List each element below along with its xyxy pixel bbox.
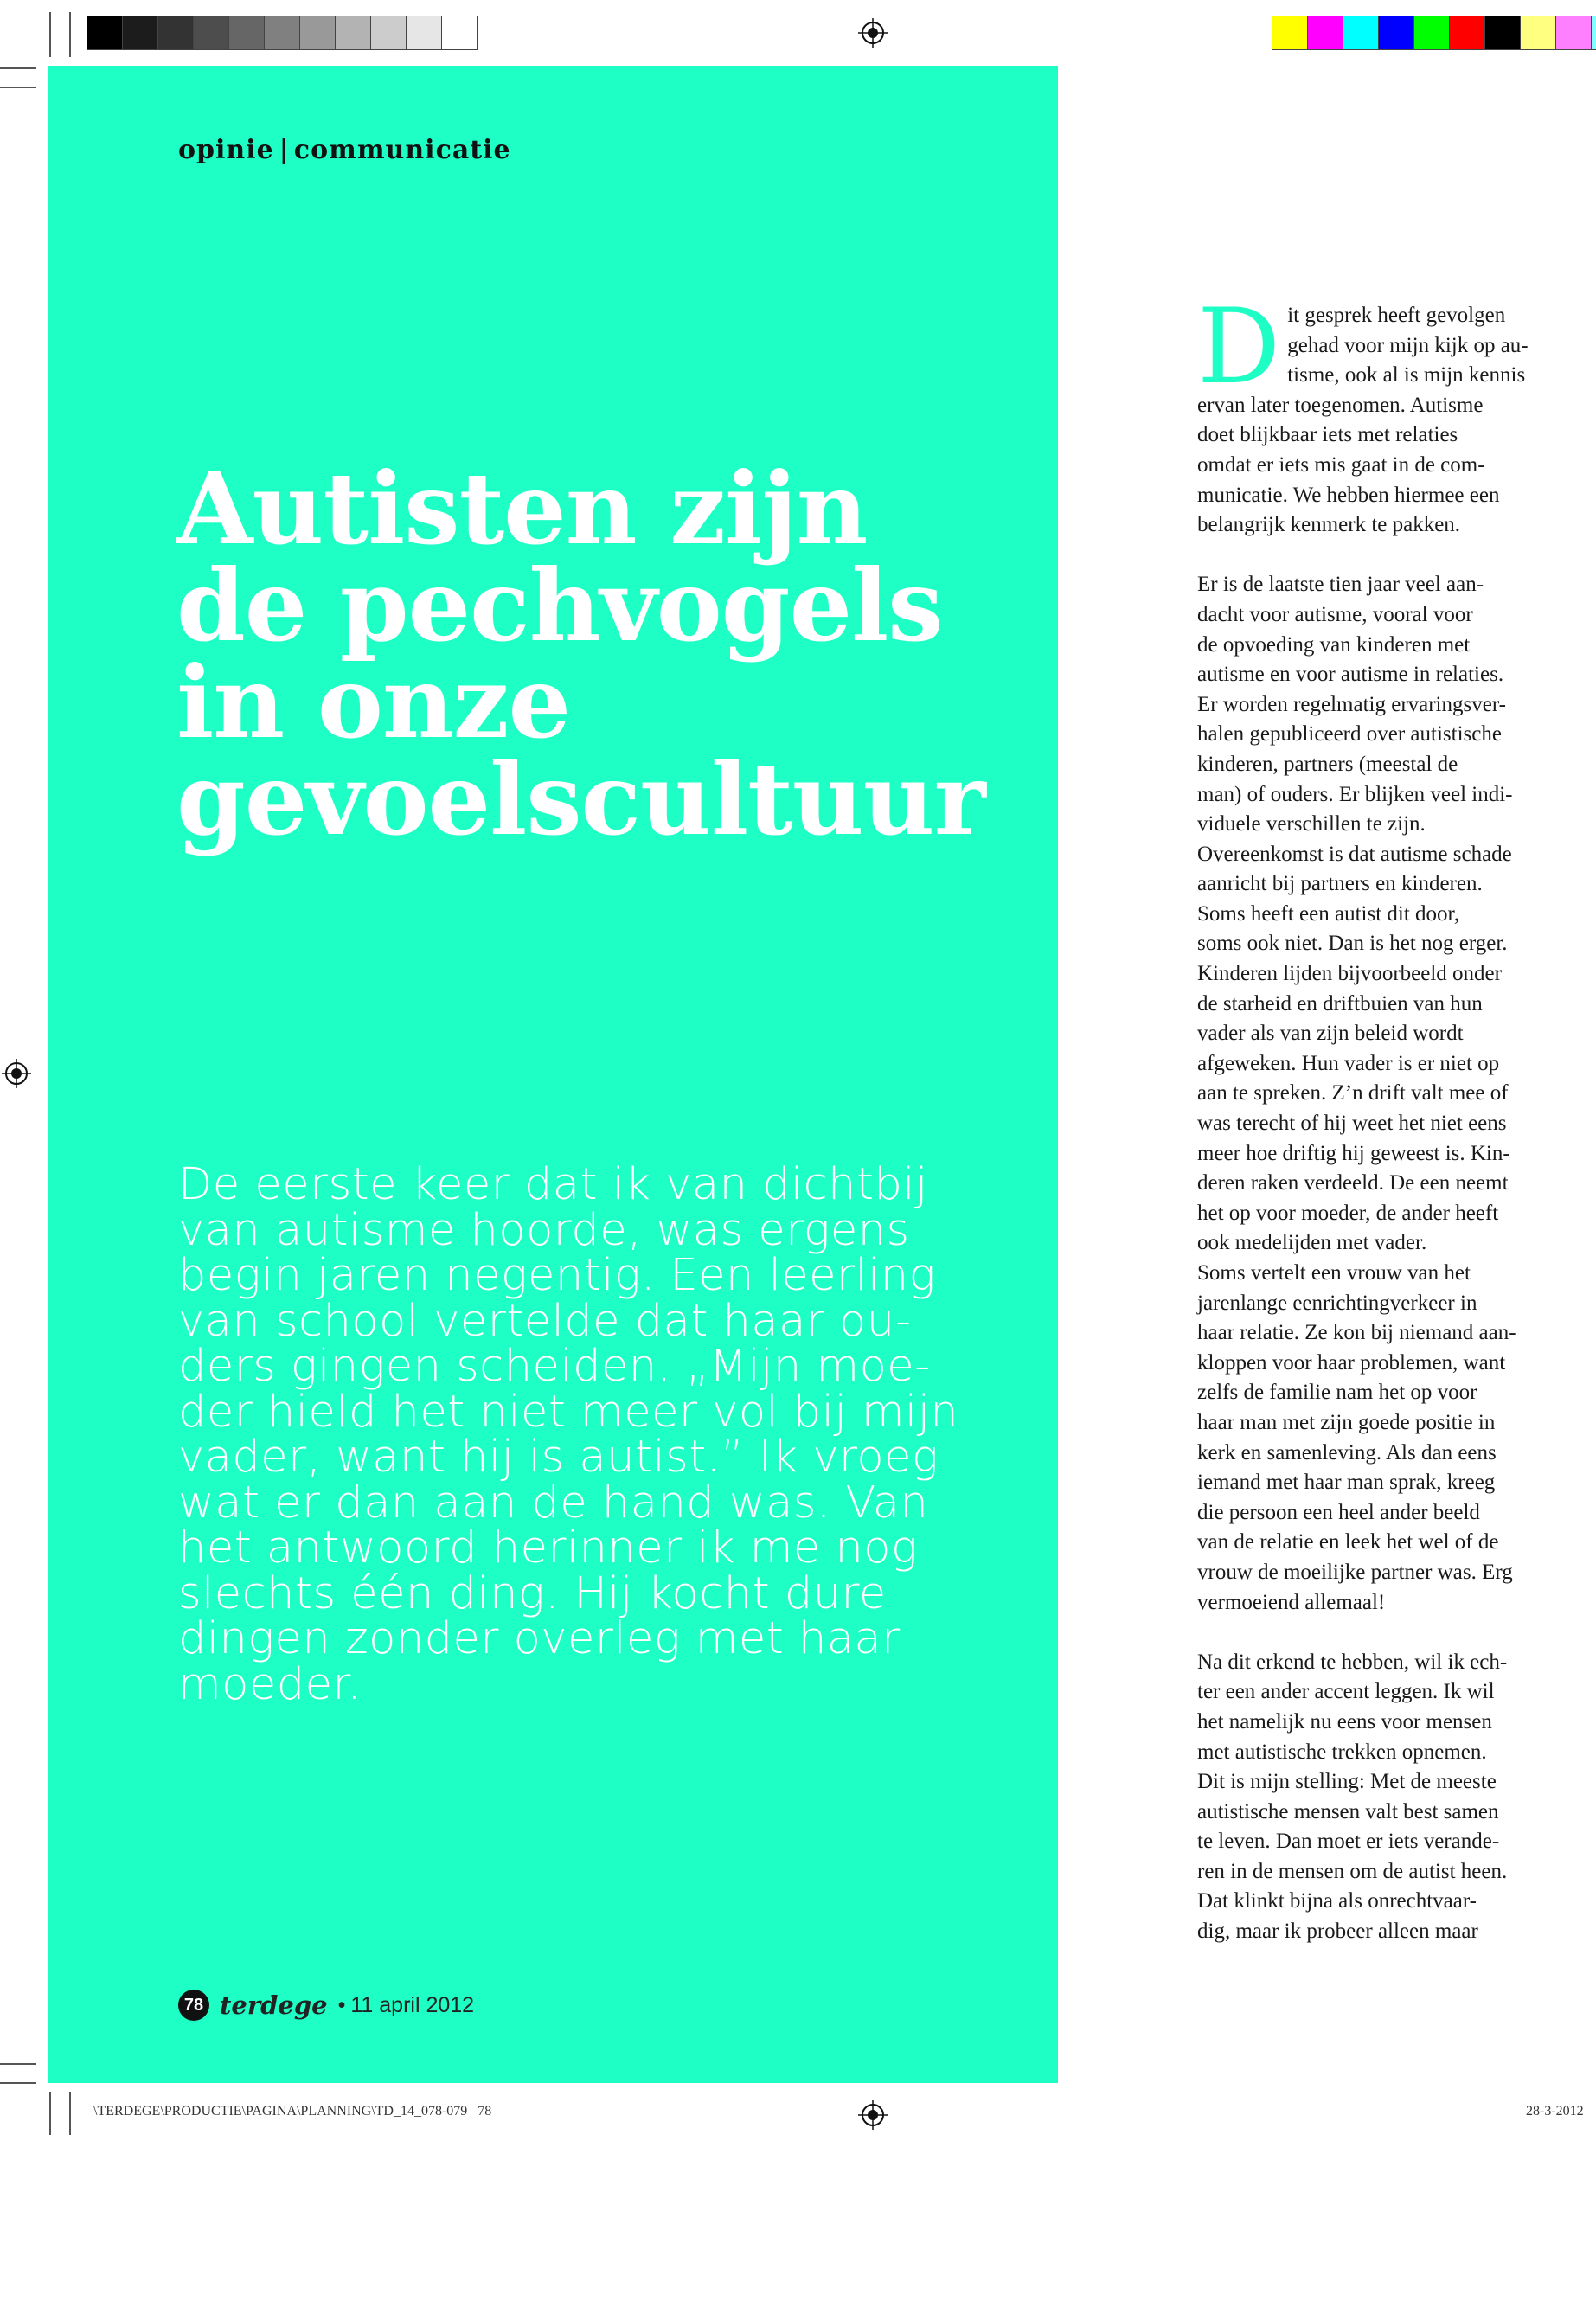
- issue-date: 11 april 2012: [350, 1992, 475, 2017]
- registration-mark-icon: [2, 1059, 31, 1088]
- color-swatch: [158, 16, 194, 49]
- lead-line: moeder.: [178, 1658, 362, 1710]
- color-swatch: [1592, 16, 1596, 49]
- production-slug: [93, 2104, 491, 2119]
- crop-mark: [69, 12, 71, 57]
- text-line: aan te spreken. Z’n drift valt mee of: [1197, 1081, 1509, 1106]
- lead-line: slechts één ding. Hij kocht dure: [178, 1567, 887, 1619]
- crop-mark: [69, 2092, 71, 2135]
- text-line: vader als van zijn beleid wordt: [1197, 1022, 1464, 1046]
- color-swatch: [371, 16, 407, 49]
- crop-mark: [49, 2092, 51, 2135]
- headline: [176, 451, 1042, 857]
- color-swatch: [1343, 16, 1379, 49]
- text-line: vermoeiend allemaal!: [1197, 1590, 1386, 1614]
- text-line: belangrijk kenmerk te pakken.: [1197, 513, 1461, 537]
- section-category: opinie: [178, 135, 274, 165]
- color-swatch: [300, 16, 336, 49]
- text-line: autisme en voor autisme in relaties.: [1197, 663, 1504, 687]
- text-line: vrouw de moeilijke partner was. Erg: [1197, 1560, 1513, 1584]
- text-line: aanricht bij partners en kinderen.: [1197, 872, 1483, 896]
- headline-line: de pechvogels: [176, 548, 943, 663]
- text-line: die persoon een heel ander beeld: [1197, 1500, 1480, 1524]
- color-swatch: [336, 16, 371, 49]
- text-line: Na dit erkend te hebben, wil ik ech-: [1197, 1650, 1508, 1674]
- lead-line: der hield het niet meer vol bij mijn: [178, 1386, 959, 1438]
- text-line: de starheid en driftbuien van hun: [1197, 991, 1483, 1016]
- text-line: man) of ouders. Er blijken veel indi-: [1197, 782, 1513, 806]
- text-line: haar relatie. Ze kon bij niemand aan-: [1197, 1321, 1516, 1345]
- text-line: het op voor moeder, de ander heeft: [1197, 1201, 1499, 1225]
- text-line: was terecht of hij weet het niet eens: [1197, 1112, 1507, 1136]
- lead-line: dingen zonder overleg met haar: [178, 1613, 901, 1664]
- text-line: dacht voor autisme, vooral voor: [1197, 602, 1473, 626]
- title-panel: [48, 66, 1058, 2083]
- lead-line: van school vertelde dat haar ou-: [178, 1295, 912, 1347]
- color-swatch: [123, 16, 158, 49]
- color-swatch: [1379, 16, 1414, 49]
- text-line: meer hoe driftig hij geweest is. Kin-: [1197, 1141, 1510, 1165]
- text-line: deren raken verdeeld. De een neemt: [1197, 1171, 1509, 1195]
- color-swatch: [1272, 16, 1308, 49]
- footer-bullet: •: [337, 1992, 346, 2017]
- color-calibration-bar: [1272, 16, 1596, 50]
- text-line: te leven. Dan moet er iets verande-: [1197, 1830, 1500, 1854]
- lead-line: De eerste keer dat ik van dichtbij: [178, 1159, 928, 1210]
- color-swatch: [87, 16, 123, 49]
- crop-mark: [0, 87, 36, 88]
- text-line: ren in de mensen om de autist heen.: [1197, 1859, 1508, 1883]
- section-topic: communicatie: [293, 135, 511, 165]
- text-line: doet blijkbaar iets met relaties: [1197, 423, 1458, 447]
- color-swatch: [1308, 16, 1343, 49]
- text-line: ook medelijden met vader.: [1197, 1231, 1427, 1255]
- color-swatch: [1521, 16, 1556, 49]
- section-label: [178, 135, 511, 165]
- registration-mark-icon: [858, 2100, 888, 2130]
- text-line: Dat klinkt bijna als onrechtvaar-: [1197, 1889, 1477, 1913]
- headline-line: Autisten zijn: [176, 451, 868, 567]
- headline-line: in onze: [176, 644, 571, 760]
- text-line: zelfs de familie nam het op voor: [1197, 1381, 1477, 1405]
- grayscale-calibration-bar: [87, 16, 478, 50]
- crop-mark: [0, 2082, 36, 2084]
- text-line: gehad voor mijn kijk op au-: [1287, 333, 1529, 357]
- article-paragraph-intro: [1197, 287, 1578, 541]
- text-line: viduele verschillen te zijn.: [1197, 812, 1426, 836]
- article-column: [1197, 287, 1578, 1977]
- production-date: 28-3-2012: [1526, 2104, 1584, 2118]
- page-number-badge: 78: [178, 1990, 209, 2021]
- text-line: Dit is mijn stelling: Met de meeste: [1197, 1770, 1497, 1794]
- text-line: Er is de laatste tien jaar veel aan-: [1197, 573, 1484, 597]
- text-line: van de relatie en leek het wel of de: [1197, 1530, 1499, 1554]
- color-swatch: [407, 16, 442, 49]
- text-line: Soms heeft een autist dit door,: [1197, 901, 1460, 926]
- section-separator: |: [279, 135, 289, 165]
- text-line: Soms vertelt een vrouw van het: [1197, 1261, 1471, 1285]
- color-swatch: [1450, 16, 1485, 49]
- text-line: dig, maar ik probeer alleen maar: [1197, 1920, 1478, 1944]
- crop-mark: [0, 2063, 36, 2065]
- text-line: kerk en samenleving. Als dan eens: [1197, 1440, 1497, 1465]
- text-line: soms ook niet. Dan is het nog erger.: [1197, 932, 1508, 956]
- text-line: Kinderen lijden bijvoorbeeld onder: [1197, 962, 1502, 986]
- text-line: omdat er iets mis gaat in de com-: [1197, 452, 1485, 477]
- lead-paragraph: [178, 1159, 1043, 1710]
- slug-page: 78: [478, 2104, 492, 2118]
- lead-line: vader, want hij is autist.” Ik vroeg: [178, 1432, 939, 1483]
- text-line: kloppen voor haar problemen, want: [1197, 1350, 1506, 1375]
- color-swatch: [265, 16, 300, 49]
- lead-line: wat er dan aan de hand was. Van: [178, 1477, 929, 1529]
- text-line: afgeweken. Hun vader is er niet op: [1197, 1051, 1500, 1075]
- drop-cap: D: [1197, 287, 1281, 407]
- color-swatch: [1414, 16, 1450, 49]
- text-line: Er worden regelmatig ervaringsver-: [1197, 692, 1506, 716]
- lead-line: van autisme hoorde, was ergens: [178, 1204, 910, 1256]
- slug-path: \TERDEGE\PRODUCTIE\PAGINA\PLANNING\TD_14_078-079: [93, 2104, 468, 2118]
- article-paragraph: [1197, 1648, 1578, 1947]
- text-line: municatie. We hebben hiermee een: [1197, 483, 1500, 507]
- lead-line: ders gingen scheiden. „Mijn moe-: [178, 1341, 932, 1392]
- lead-line: het antwoord herinner ik me nog: [178, 1522, 919, 1574]
- text-line: autistische mensen valt best samen: [1197, 1799, 1499, 1823]
- color-swatch: [194, 16, 229, 49]
- headline-line: gevoelscultuur: [176, 741, 985, 857]
- text-line: it gesprek heeft gevolgen: [1287, 304, 1506, 327]
- color-swatch: [1485, 16, 1521, 49]
- text-line: met autistische trekken opnemen.: [1197, 1740, 1487, 1764]
- text-line: ter een ander accent leggen. Ik wil: [1197, 1680, 1495, 1704]
- text-line: het namelijk nu eens voor mensen: [1197, 1709, 1492, 1734]
- page-footer: [178, 1990, 474, 2021]
- registration-mark-icon: [858, 18, 888, 48]
- text-line: de opvoeding van kinderen met: [1197, 632, 1471, 657]
- text-line: iemand met haar man sprak, kreeg: [1197, 1471, 1496, 1495]
- text-line: kinderen, partners (meestal de: [1197, 752, 1458, 776]
- article-paragraph: [1197, 570, 1578, 1618]
- text-line: haar man met zijn goede positie in: [1197, 1410, 1496, 1434]
- lead-line: begin jaren negentig. Een leerling: [178, 1250, 936, 1301]
- text-line: jarenlange eenrichtingverkeer in: [1197, 1291, 1477, 1315]
- crop-mark: [49, 12, 51, 57]
- crop-mark: [0, 67, 36, 69]
- text-line: halen gepubliceerd over autistische: [1197, 722, 1502, 747]
- magazine-logo: terdege: [220, 1990, 328, 2020]
- color-swatch: [1556, 16, 1592, 49]
- text-line: Overeenkomst is dat autisme schade: [1197, 842, 1512, 866]
- text-line: tisme, ook al is mijn kennis: [1287, 363, 1526, 388]
- text-line: ervan later toegenomen. Autisme: [1197, 393, 1484, 417]
- color-swatch: [442, 16, 477, 49]
- color-swatch: [229, 16, 265, 49]
